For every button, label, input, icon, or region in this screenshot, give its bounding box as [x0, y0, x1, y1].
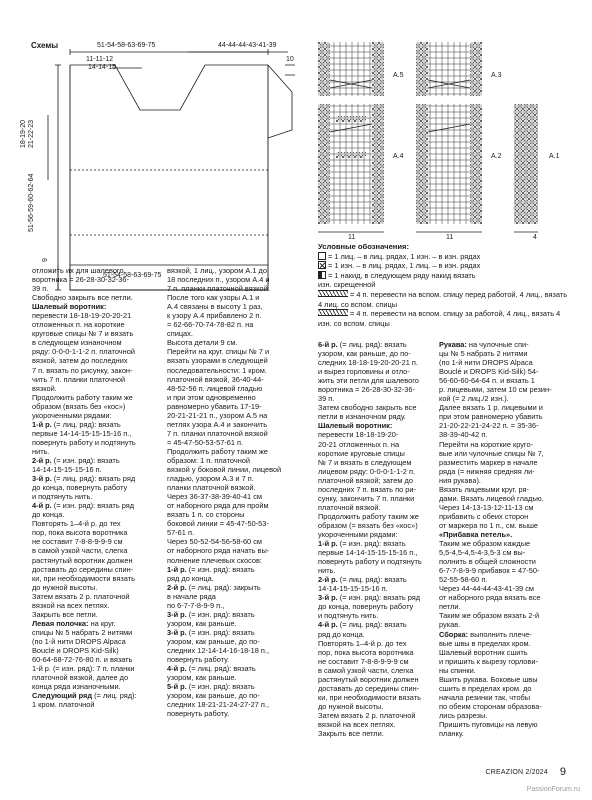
chart-label-a5: A.5	[393, 72, 404, 79]
text-column-4: Рукава: на чулочные спи- цы № 5 набрать 2 нитями (по 1-й нити DROPS Alpaca Bouclé и DROPS Kid-Silk) 54- 56-60-60-64-64 п. и вязать 1 р. лицевыми, затем 10 см резин- кой (= 2 лиц./2 изн.). Далее вязать 1 р. лицевыми и при этом равномерно убавить 21-20-22-21-24-22 п. = 35-36- 38-39-40-42 п. Перейти на короткие круго- вые или чулочные спицы № 7, разместить маркер в начале ряда (= нижняя средняя ли- ния рукава). Вязать лицевыми круг. ря- дами. Вязать лицевой гладью. Через 14-13-13-12-11-13 см прибавить с обеих сторон от маркера по 1 п., см. выше «Прибавка петель». Таким же образом каждые 5,5-4,5-4,5-4-3,5-3 см вы- полнить в общей сложности 6-7-7-8-9-9 прибавок = 47-50- 52-55-58-60 п. Через 44-44-44-43-41-39 см от наборного ряда вязать все петли. Таким же образом вязать 2-й рукав. Сборка: выполнить плече- вые швы в пределах кром. Шалевый воротник сшить и пришить к вырезу горлови- ны спинки. Вшить рукава. Боковые швы сшить в пределах кром. до начала резинки так, чтобы по обеим сторонам образова- лись разрезы. Пришить пуговицы на левую планку.	[439, 340, 552, 739]
dim-side-total: 51-56-59-60-62-64	[28, 173, 35, 232]
bold-heading: 4-й р.	[167, 664, 187, 674]
bold-heading: 1-й р.	[167, 564, 187, 574]
dim-top-body: 51-54-58-63-69-75	[97, 42, 156, 49]
chart-bottom-4: 4	[533, 234, 537, 241]
bold-heading: 3-й р.	[167, 609, 187, 619]
chart-label-a2: A.2	[491, 153, 502, 160]
dim-side-upper: 18-19-20 21-22-23	[20, 119, 35, 148]
text-column-1: отложить их для шалевого воротника = 26-28-30-32-36- 39 п. Свободно закрыть все петли. Шалевый воротник: перевести 18-18-19-20-20-21 отложенных п. на короткие круговые спицы № 7 и вязать в следующем изнаночном ряду: 0-0-0-1-1-2 п. платочной вязкой, затем до последних 7 п. вязать по рисунку, закон- чить 7 п. планки платочной вязкой. Продолжить работу таким же образом (вязать без «кос») укороченными рядами: 1-й р. (= лиц. ряд): вязать первые 14-14-15-15-15-16 п., повернуть работу и подтянуть нить. 2-й р. (= изн. ряд): вязать 14-14-15-15-15-16 п. 3-й р. (= лиц. ряд): вязать ряд до конца, повернуть работу и подтянуть нить. 4-й р. (= изн. ряд): вязать ряд до конца. Повторять 1–4-й р. до тех пор, пока высота воротника не составит 7-8-8-9-9-9 см в самой узкой части, слегка растянутый воротник должен доставать до середины спин- ки, при необходимости вязать до нужной высоты. Затем вязать 2 р. платочной вязкой на всех петлях. Закрыть все петли. Левая полочка: на круг. спицы № 5 набрать 2 нитями (по 1-й нити DROPS Alpaca Bouclé и DROPS Kid-Silk) 60-64-68-72-76-80 п. и вязать 1-й р. (= изн. ряд): 7 п. планки платочной вязкой, далее до конца ряда изнаночными. Следующий ряд (= лиц. ряд): 1 кром. платочной	[32, 266, 137, 710]
bold-heading: 4-й р.	[318, 620, 338, 630]
dim-neck-1: 11-11-12	[86, 56, 113, 63]
bold-heading: 3-й р.	[167, 627, 187, 637]
bold-heading: 6-й р.	[318, 340, 338, 349]
chart-label-a1: A.1	[549, 153, 560, 160]
text-column-2: вязкой, 1 лиц., узором A.1 до 18 последних п., узором A.4 и 7 п. планки платочной вязкой. После того как узоры A.1 и A.4 связаны в высоту 1 раз, к узору A.4 прибавлено 2 п. = 62-66-70-74-78-82 п. на спицах. Высота детали 9 см. Перейти на круг. спицы № 7 и вязать узорами в следующей последовательности: 1 кром. платочной вязкой, 36-40-44- 48-52-56 п. лицевой гладью и при этом одновременно равномерно убавить 17-19- 20-21-21-21 п., узором A.5 на петлях узора A.4 и закончить 7 п. планки платочной вязкой = 45-47-50-53-57-61 п. Продолжить работу таким же образом: 1 п. платочной вязкой у боковой линии, лицевой гладью, узором A.3 и 7 п. планки платочной вязкой. Через 36-37-38-39-40-41 см от наборного ряда для пройм вязать 1 п. со стороны боковой линии = 45-47-50-53- 57-61 п. Через 50-52-54-56-58-60 см от наборного ряда начать вы- полнение плечевых скосов: 1-й р. (= изн. ряд): вязать ряд до конца. 2-й р. (= лиц. ряд): закрыть в начале ряда по 6-7-7-8-9-9 п., 3-й р. (= изн. ряд): вязать узором, как раньше. 3-й р. (= изн. ряд): вязать узором, как раньше, до по- следних 12-14-14-16-18-18 п., повернуть работу. 4-й р. (= лиц. ряд): вязать узором, как раньше. 5-й р. (= изн. ряд): вязать узором, как раньше, до по- следних 18-21-21-24-27-27 п., повернуть работу.	[167, 266, 282, 719]
bold-heading: Шалевый воротник:	[318, 421, 393, 431]
cross-square-icon	[318, 261, 326, 269]
dim-neck-2: 14-14-15	[88, 64, 117, 71]
legend-item-cable-back: = 4 п. перевести на вспом. спицу за работой, 4 лиц., вязать 4 изн. со вспом. спицы	[318, 309, 561, 328]
cable-front-icon	[318, 290, 348, 297]
bold-heading: 2-й р.	[167, 582, 187, 592]
dim-hem: 9	[42, 258, 49, 262]
chart-bottom-11b: 11	[446, 234, 454, 241]
knitting-charts	[316, 40, 556, 240]
dim-sleeve-top: 44-44-44-43-41-39	[218, 42, 277, 49]
text-column-3: 6-й р. (= лиц. ряд): вязать узором, как раньше, до по- следних 18-18-19-20-20-21 п. и вырез горловины и отло- жить эти петли для шалевого воротника = 26-28-30-32-36- 39 п. Затем свободно закрыть все петли в изнаночном ряду. Шалевый воротник: перевести 18-18-19-20- 20-21 отложенных п. на короткие круговые спицы № 7 и вязать в следующем лицевом ряду: 0-0-0-1-1-2 п. платочной вязкой; затем до последних 7 п. вязать по ри- сунку, закончить 7 п. планки платочной вязкой. Продолжить работу таким же образом (= вязать без «кос») укороченными рядами: 1-й р. (= изн. ряд): вязать первые 14-14-15-15-15-16 п., повернуть работу и подтянуть нить. 2-й р. (= лиц. ряд): вязать 14-14-15-15-15-16 п. 3-й р. (= изн. ряд): вязать ряд до конца, повернуть работу и подтянуть нить. 4-й р. (= лиц. ряд): вязать ряд до конца. Повторять 1–4-й р. до тех пор, пока высота воротника не составит 7-8-8-9-9-9 см в самой узкой части, слегка растянутый воротник должен доставать до середины спин- ки, при необходимости вязать до нужной высоты. Затем вязать 2 р. платочной вязкой на всех петлях. Закрыть все петли.	[318, 340, 422, 739]
schematic-title: Схемы	[31, 41, 59, 50]
bold-heading: Шалевый воротник:	[32, 302, 107, 312]
half-filled-square-icon	[318, 271, 326, 279]
bold-heading: «Прибавка петель».	[439, 529, 513, 539]
bold-heading: 3-й р.	[318, 593, 338, 603]
bold-heading: Левая полочка:	[32, 618, 89, 628]
chart-label-a4: A.4	[393, 153, 404, 160]
bold-heading: 2-й р.	[318, 575, 338, 585]
chart-label-a3: A.3	[491, 72, 502, 79]
watermark: PassionForum.ru	[526, 786, 580, 793]
page-number: 9	[559, 766, 566, 778]
legend-item-yarnover: = 1 накид, в следующем ряду накид вязать изн. скрещенной	[318, 270, 476, 290]
legend	[318, 242, 568, 328]
legend-item-cable-front: = 4 п. перевести на вспом. спицу перед работой, 4 лиц., вязать 4 лиц. со вспом. спицы	[318, 289, 568, 309]
legend-item-purl: = 1 изн. – в лиц. рядах, 1 лиц. – в изн. рядах	[318, 261, 568, 271]
bold-heading: Сборка:	[439, 629, 469, 639]
bold-heading: 5-й р.	[167, 682, 187, 692]
bold-heading: 3-й р.	[32, 474, 52, 484]
chart-bottom-11a: 11	[348, 234, 356, 241]
bold-heading: 1-й р.	[318, 539, 338, 549]
bold-heading: Рукава:	[439, 340, 467, 349]
bold-heading: 4-й р.	[32, 501, 52, 511]
legend-title: Условные обозначения:	[318, 242, 410, 251]
empty-square-icon	[318, 252, 326, 260]
garment-schematic	[30, 40, 310, 295]
cable-back-icon	[318, 309, 348, 316]
dim-bottom: 51-54-58-63-69-75	[103, 272, 162, 279]
dim-ten: 10	[286, 56, 294, 63]
bold-heading: Следующий ряд	[32, 691, 93, 701]
magazine-name: CREAZION 2/2024	[485, 769, 548, 776]
legend-item-knit: = 1 лиц. – в лиц. рядах, 1 изн. – в изн. рядах	[318, 252, 568, 262]
bold-heading: 1-й р.	[32, 419, 52, 429]
bold-heading: 2-й р.	[32, 455, 52, 465]
